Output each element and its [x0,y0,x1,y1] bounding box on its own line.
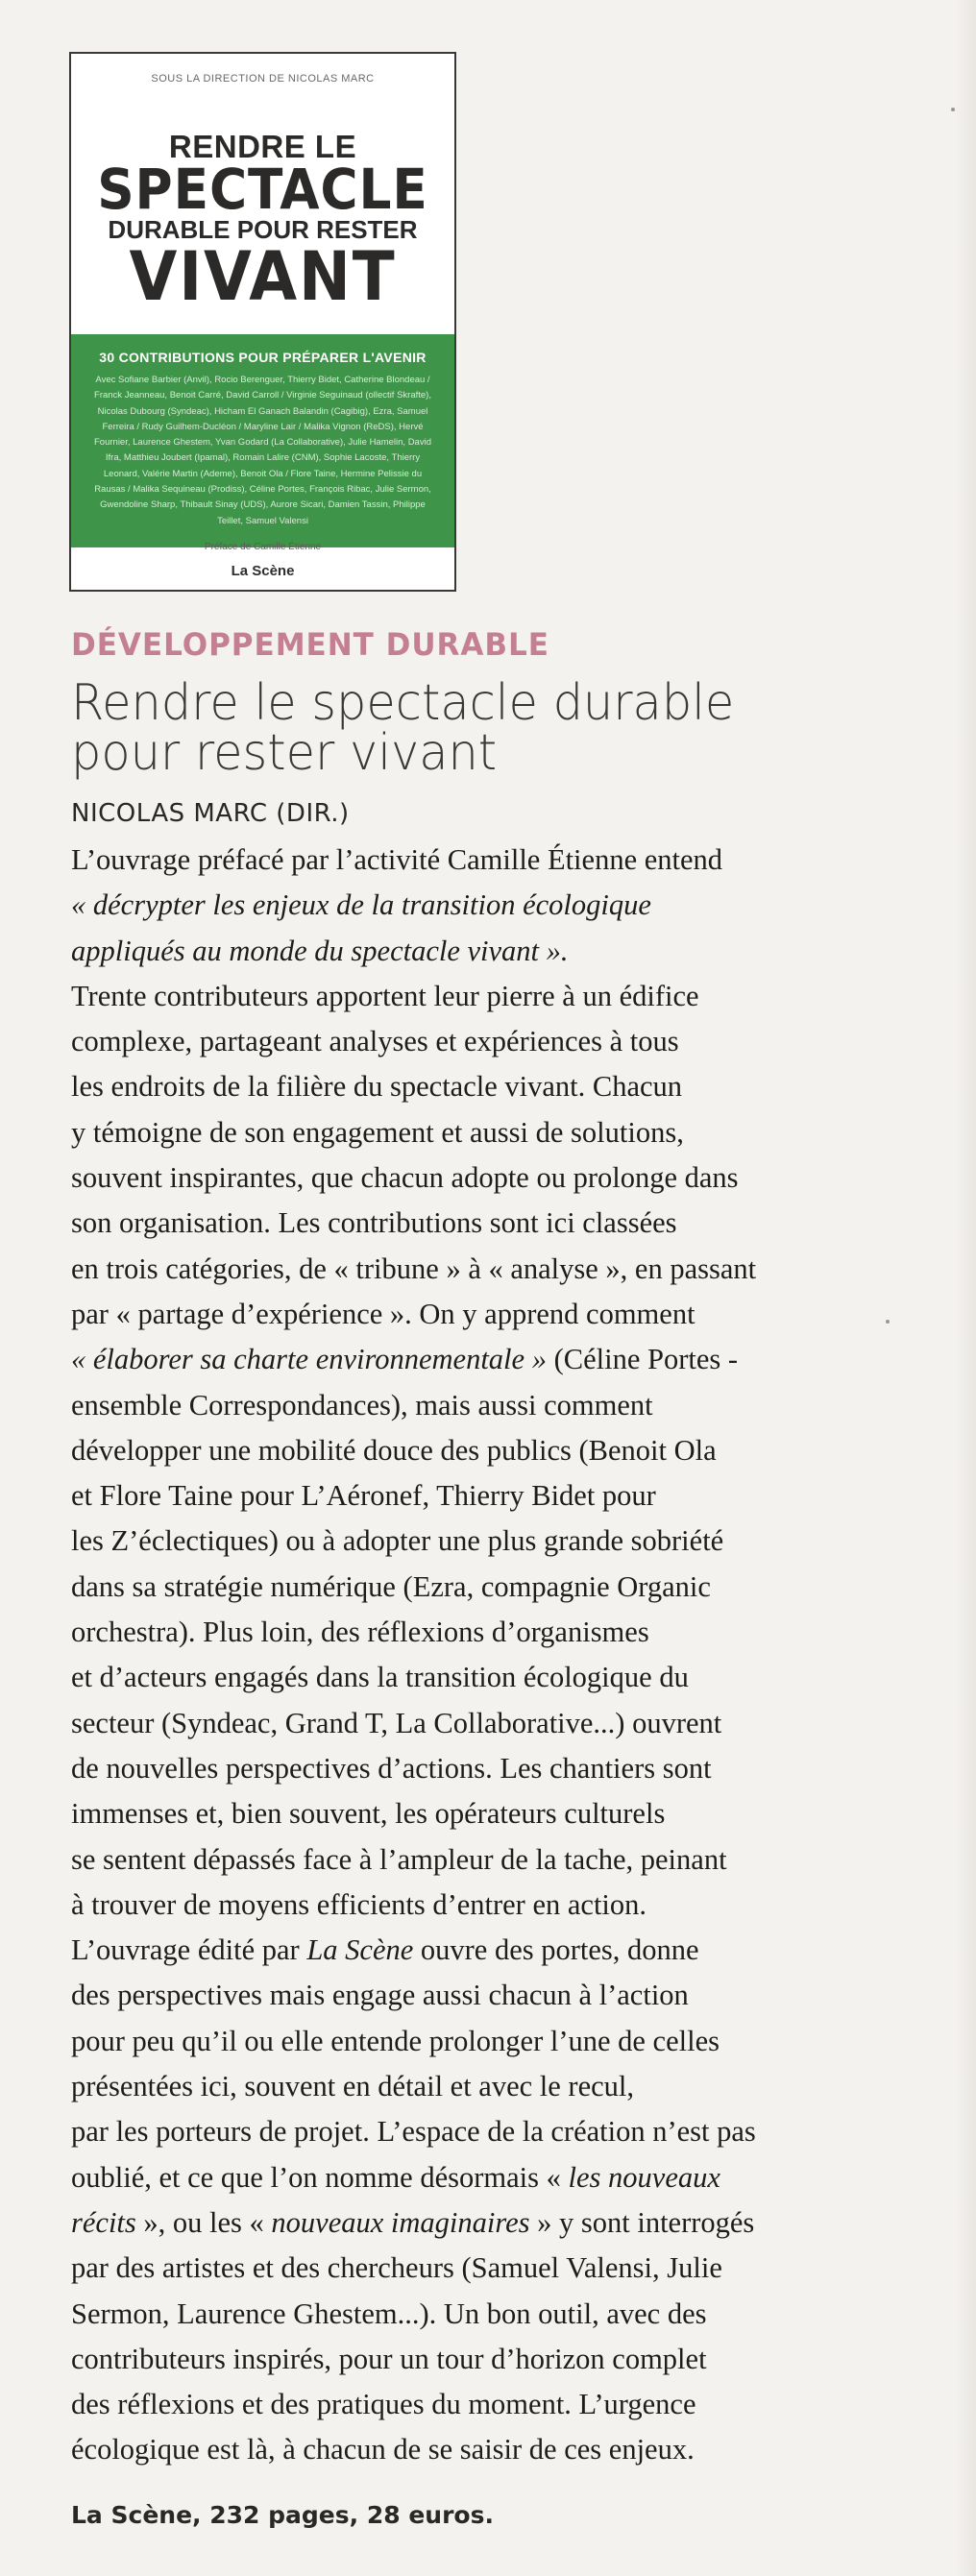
body-line: pour peu qu’il ou elle entende prolonger l’une de celles [71,2024,720,2057]
body-text: L’ouvrage édité par [71,1933,307,1967]
body-line: son organisation. Les contributions sont ici classées [71,1206,677,1240]
body-line: y témoigne de son engagement et aussi de solutions, [71,1115,684,1149]
body-line: développer une mobilité douce des publics (Benoit Ola [71,1433,717,1467]
cover-preface: Préface de Camille Étienne [204,542,322,552]
publisher-name: La Scène [306,1933,414,1967]
body-line: en trois catégories, de « tribune » à « analyse », en passant [71,1252,757,1285]
body-line: des perspectives mais engage aussi chacun à l’action [71,1979,689,2012]
body-text: ouvre des portes, donne [413,1933,699,1967]
cover-contributors-list: Avec Sofiane Barbier (Anvil), Rocio Berenguer, Thierry Bidet, Catherine Blondeau / Franck Jeanneau, Benoit Carré, David Carroll / Virginie Seguinaud (ollectif Skrafte), Nicolas Dubourg (Syndeac), Hicham El Ganach Balandin (Cagibig), Ezra, Samuel Ferreira / Rudy Guilhem-Ducléon / Maryline Lair / Malika Vignon (ReDS), Hervé Fournier, Laurence Ghestem, Yvan Godard (La Collaborative), Julie Hamelin, David Ifra, Matthieu Joubert (Ipamal), Romain Lalire (CNM), Sophie Lacoste, Thierry Leonard, Valérie Martin (Ademe), Benoit Ola / Flore Taine, Hermine Pelissie du Rausas / Malika Sequineau (Prodiss), Céline Portes, François Ribac, Julie Sermon, Gwendoline Sharp, Thibault Sinay (UDS), Aurore Sicari, Damien Tassin, Philippe Teillet, Samuel Valensi [94,375,431,526]
body-line: écologique est là, à chacun de se saisir de ces enjeux. [71,2433,695,2467]
headline-line: Rendre le spectacle durable [71,674,735,732]
body-quote: les nouveaux [568,2160,720,2194]
body-line [71,883,936,928]
body-line [71,2200,936,2246]
body-line: par les porteurs de projet. L’espace de la création n’est pas [71,2115,756,2149]
body-text: (Céline Portes - [546,1343,739,1376]
book-info-footer: La Scène, 232 pages, 28 euros. [71,2501,494,2529]
cover-title-line: SPECTACLE [97,157,428,222]
article-body [71,838,936,2473]
body-line: dans sa stratégie numérique (Ezra, compagnie Organic [71,1569,711,1603]
article-author: NICOLAS MARC (DIR.) [71,799,350,828]
section-category: DÉVELOPPEMENT DURABLE [71,626,549,663]
body-line: se sentent dépassés face à l’ampleur de la tache, peinant [71,1842,727,1876]
body-line: L’ouvrage préfacé par l’activité Camille Étienne entend [71,843,723,876]
body-line: Trente contributeurs apportent leur pierre à un édifice [71,979,699,1012]
body-line: complexe, partageant analyses et expériences à tous [71,1025,679,1058]
book-cover [69,52,456,592]
cover-direction-label: SOUS LA DIRECTION DE NICOLAS MARC [151,73,375,85]
body-line: des réflexions et des pratiques du moment. L’urgence [71,2388,696,2421]
body-line: par des artistes et des chercheurs (Samuel Valensi, Julie [71,2251,722,2285]
cover-title-line: DURABLE POUR RESTER [108,215,418,244]
cover-green-band [71,334,454,547]
body-line: et d’acteurs engagés dans la transition écologique du [71,1661,689,1694]
body-line: contributeurs inspirés, pour un tour d’horizon complet [71,2342,707,2375]
paper-speck [951,108,955,111]
body-quote: « élaborer sa charte environnementale » [71,1343,547,1376]
article-headline [71,674,874,782]
body-line [71,2155,936,2200]
headline-line: pour rester vivant [71,724,498,782]
body-text: oublié, et ce que l’on nomme désormais « [71,2160,569,2194]
body-text: », ou les « [135,2205,272,2239]
body-line: présentées ici, souvent en détail et avec le recul, [71,2070,635,2103]
cover-title [71,129,454,316]
body-line: de nouvelles perspectives d’actions. Les chantiers sont [71,1751,712,1785]
body-line: par « partage d’expérience ». On y apprend comment [71,1297,695,1330]
body-line [71,1928,936,1973]
body-quote: appliqués au monde du spectacle vivant ». [71,934,569,967]
body-line: et Flore Taine pour L’Aéronef, Thierry Bidet pour [71,1479,656,1513]
body-line: secteur (Syndeac, Grand T, La Collaborative...) ouvrent [71,1706,722,1739]
body-line: les Z’éclectiques) ou à adopter une plus grande sobriété [71,1524,724,1558]
body-line [71,929,936,974]
body-quote: nouveaux imaginaires [271,2205,530,2239]
body-line: orchestra). Plus loin, des réflexions d’organismes [71,1616,649,1649]
body-line: ensemble Correspondances), mais aussi comment [71,1388,653,1422]
body-quote: récits [71,2205,136,2239]
body-line: souvent inspirantes, que chacun adopte ou prolonge dans [71,1161,739,1195]
body-line: immenses et, bien souvent, les opérateurs culturels [71,1797,666,1831]
cover-title-line: VIVANT [129,237,397,316]
body-line: les endroits de la filière du spectacle vivant. Chacun [71,1070,683,1104]
cover-publisher: La Scène [231,563,295,579]
body-line: à trouver de moyens efficients d’entrer en action. [71,1887,647,1921]
cover-band-title: 30 CONTRIBUTIONS POUR PRÉPARER L'AVENIR [99,350,427,365]
body-quote: « décrypter les enjeux de la transition écologique [71,888,651,922]
body-text: » y sont interrogés [529,2205,755,2239]
body-line [71,1337,936,1382]
cover-title-line: RENDRE LE [168,129,357,164]
page-edge-shadow [955,0,976,2576]
paper-speck [886,1320,890,1324]
body-line: Sermon, Laurence Ghestem...). Un bon outil, avec des [71,2297,707,2330]
